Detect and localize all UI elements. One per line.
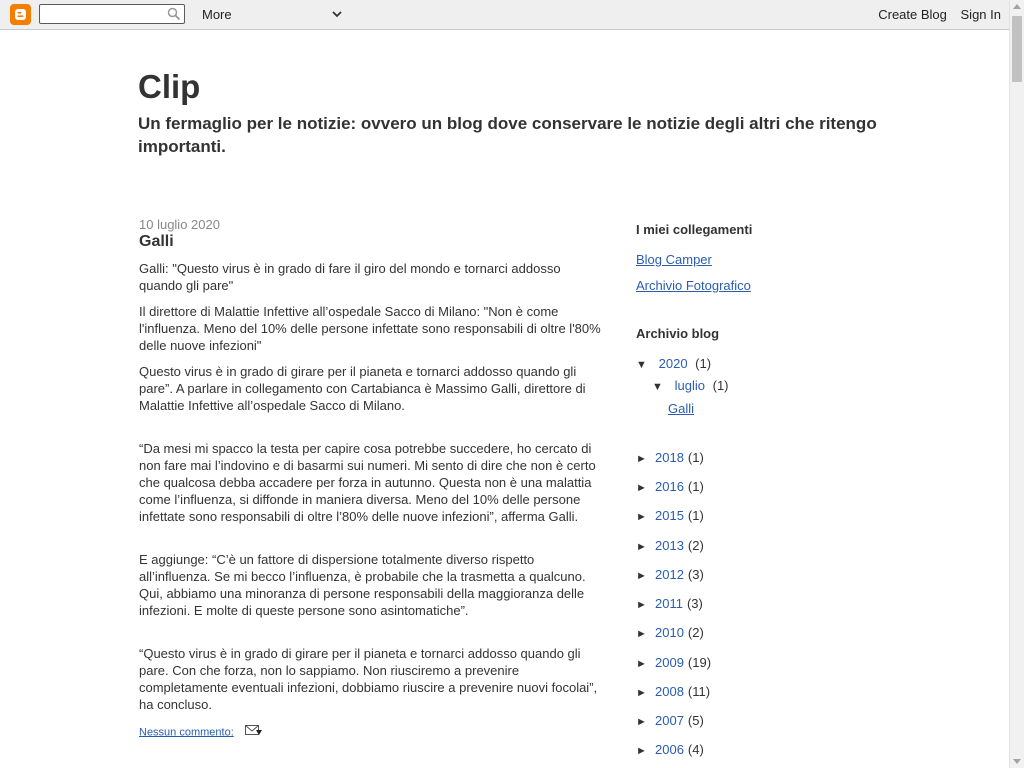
collapse-toggle-icon[interactable]: ► bbox=[636, 745, 647, 757]
page-scrollbar[interactable] bbox=[1009, 0, 1024, 768]
archive-year-link[interactable]: 2015 bbox=[655, 508, 684, 523]
archive-count: (3) bbox=[686, 596, 703, 611]
link-archivio-fotografico[interactable]: Archivio Fotografico bbox=[636, 278, 751, 293]
archive-year-row bbox=[636, 596, 703, 611]
post-paragraph: “Questo virus è in grado di girare per il pianeta e tornarci addosso quando gli pare. Con che forza, non lo sappiamo. Non riusciremo a prevenire completamente eventuali infezioni, dobbiamo riuscire a prevenire nuovi focolai”, ha concluso. bbox=[139, 646, 598, 712]
collapse-toggle-icon[interactable]: ► bbox=[636, 541, 647, 553]
archive-year-link[interactable]: 2013 bbox=[655, 538, 684, 553]
links-widget-title: I miei collegamenti bbox=[636, 222, 753, 237]
sign-in-link[interactable]: Sign In bbox=[960, 7, 1001, 22]
archive-count: (1) bbox=[687, 450, 704, 465]
email-post-icon[interactable] bbox=[245, 723, 263, 742]
post-body bbox=[139, 260, 605, 713]
collapse-toggle-icon[interactable]: ► bbox=[636, 687, 647, 699]
main-column bbox=[139, 217, 605, 742]
archive-count: (2) bbox=[687, 538, 704, 553]
post-paragraph: E aggiunge: “C’è un fattore di dispersione totalmente diverso rispetto all’influenza. Se mi becco l’influenza, è probabile che la trasmetta a qualcuno. Qui, abbiamo una minoranza di persone responsabili della maggioranza delle infezioni. E molte di queste persone sono asintomatiche”. bbox=[139, 552, 586, 618]
archive-count: (1) bbox=[712, 378, 729, 393]
post-footer bbox=[139, 723, 605, 742]
post-paragraph: Galli: "Questo virus è in grado di fare il giro del mondo e tornarci addosso quando gli pare" bbox=[139, 261, 561, 293]
archive-post-row bbox=[668, 401, 694, 416]
blogger-navbar bbox=[0, 0, 1024, 30]
archive-count: (1) bbox=[687, 508, 704, 523]
expand-toggle-icon[interactable]: ▼ bbox=[636, 359, 647, 371]
archive-year-row bbox=[636, 450, 704, 465]
more-dropdown[interactable] bbox=[202, 7, 342, 23]
collapse-toggle-icon[interactable]: ► bbox=[636, 453, 647, 465]
archive-year-link[interactable]: 2006 bbox=[655, 742, 684, 757]
archive-count: (4) bbox=[687, 742, 704, 757]
collapse-toggle-icon[interactable]: ► bbox=[636, 628, 647, 640]
post-date: 10 luglio 2020 bbox=[139, 217, 220, 232]
archive-year-row bbox=[636, 567, 704, 582]
expand-toggle-icon[interactable]: ▼ bbox=[652, 381, 663, 393]
archive-year-link[interactable]: 2012 bbox=[655, 567, 684, 582]
collapse-toggle-icon[interactable]: ► bbox=[636, 482, 647, 494]
post-title[interactable]: Galli bbox=[139, 233, 174, 250]
archive-count: (5) bbox=[687, 713, 704, 728]
blog-description: Un fermaglio per le notizie: ovvero un blog dove conservare le notizie degli altri che ritengo importanti. bbox=[138, 114, 877, 156]
archive-year-row bbox=[636, 479, 704, 494]
create-blog-link[interactable]: Create Blog bbox=[878, 7, 947, 22]
archive-year-row bbox=[636, 713, 704, 728]
archive-year-link[interactable]: 2011 bbox=[655, 596, 683, 611]
archive-count: (11) bbox=[687, 684, 711, 699]
archive-year-row bbox=[636, 655, 711, 670]
archive-count: (1) bbox=[687, 479, 704, 494]
blog-search-box bbox=[39, 4, 185, 24]
archive-year-link[interactable]: 2008 bbox=[655, 684, 684, 699]
archive-count: (1) bbox=[695, 356, 712, 371]
archive-widget-title: Archivio blog bbox=[636, 326, 720, 341]
archive-year-row bbox=[636, 538, 704, 553]
blog-title[interactable]: Clip bbox=[138, 68, 201, 105]
archive-month-link[interactable]: luglio bbox=[674, 378, 705, 393]
archive-year-row bbox=[636, 684, 710, 699]
search-input[interactable] bbox=[44, 5, 164, 22]
archive-year-link[interactable]: 2010 bbox=[655, 625, 684, 640]
more-dropdown-label: More bbox=[202, 7, 232, 22]
collapse-toggle-icon[interactable]: ► bbox=[636, 658, 647, 670]
archive-year-link[interactable]: 2020 bbox=[658, 356, 688, 371]
blogger-logo-icon[interactable] bbox=[10, 4, 31, 25]
chevron-down-icon bbox=[332, 7, 342, 24]
archive-month-row bbox=[652, 378, 729, 393]
scroll-up-arrow-icon[interactable] bbox=[1013, 4, 1021, 9]
link-blog-camper[interactable]: Blog Camper bbox=[636, 252, 712, 267]
collapse-toggle-icon[interactable]: ► bbox=[636, 511, 647, 523]
comments-link[interactable]: Nessun commento: bbox=[139, 726, 234, 739]
navbar-account-links bbox=[868, 7, 1001, 22]
search-icon[interactable] bbox=[167, 7, 181, 26]
archive-year-row bbox=[636, 356, 711, 371]
collapse-toggle-icon[interactable]: ► bbox=[636, 599, 647, 611]
scrollbar-thumb[interactable] bbox=[1012, 16, 1022, 82]
post-paragraph: Il direttore di Malattie Infettive all’ospedale Sacco di Milano: "Non è come l'influenza. Meno del 10% delle persone infettate sono responsabili di oltre l'80% delle nuove infezioni" bbox=[139, 304, 601, 353]
archive-year-link[interactable]: 2009 bbox=[655, 655, 684, 670]
archive-year-link[interactable]: 2016 bbox=[655, 479, 684, 494]
archive-post-link[interactable]: Galli bbox=[668, 401, 695, 416]
archive-count: (3) bbox=[687, 567, 704, 582]
archive-year-link[interactable]: 2018 bbox=[655, 450, 684, 465]
archive-year-link[interactable]: 2007 bbox=[655, 713, 684, 728]
post-paragraph: Questo virus è in grado di girare per il pianeta e tornarci addosso quando gli pare”. A parlare in collegamento con Cartabianca è Massimo Galli, direttore di Malattie Infettive all’ospedale Sacco di Milano. bbox=[139, 364, 586, 413]
archive-count: (19) bbox=[687, 655, 712, 670]
collapse-toggle-icon[interactable]: ► bbox=[636, 716, 647, 728]
scroll-down-arrow-icon[interactable] bbox=[1013, 759, 1021, 764]
collapse-toggle-icon[interactable]: ► bbox=[636, 570, 647, 582]
archive-year-row bbox=[636, 508, 704, 523]
archive-year-row bbox=[636, 742, 704, 757]
post-paragraph: “Da mesi mi spacco la testa per capire cosa potrebbe succedere, ho cercato di non fare mai l’indovino e di basarmi sui numeri. Mi sento di dire che non è certo che qualcosa debba accadere per forza in autunno. Questa non è una malattia come l’influenza, si diffonde in maniera diversa. Meno del 10% delle persone infettate sono responsabili di oltre l’80% delle nuove infezioni”, afferma Galli. bbox=[139, 441, 596, 524]
links-widget bbox=[636, 251, 751, 294]
archive-count: (2) bbox=[687, 625, 704, 640]
archive-year-row bbox=[636, 625, 704, 640]
